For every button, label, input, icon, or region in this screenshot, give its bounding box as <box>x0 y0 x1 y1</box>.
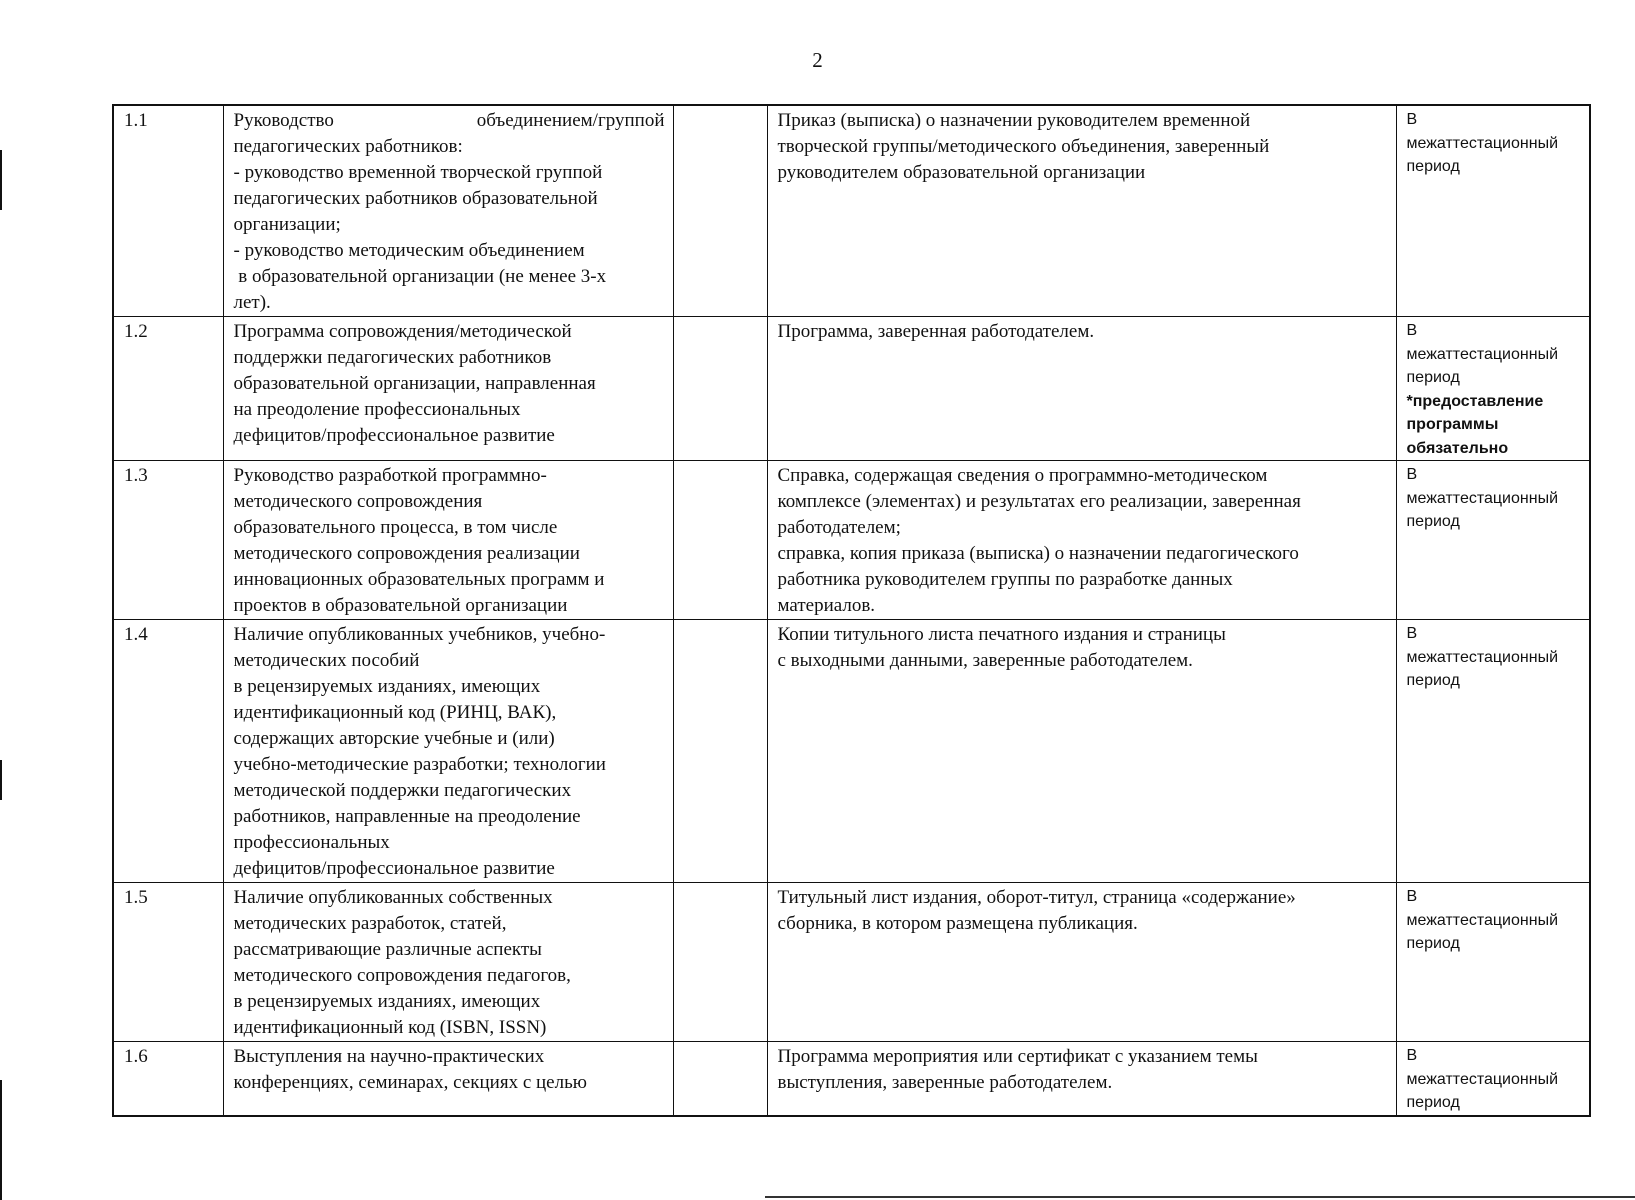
indicator-line: поддержки педагогических работников <box>233 347 552 368</box>
indicator-line: дефицитов/профессиональное развитие <box>233 858 555 879</box>
term-line: В <box>1406 111 1418 128</box>
indicator-line: организации; <box>233 214 341 235</box>
row-number-text: 1.2 <box>124 321 148 342</box>
indicator-line: рассматривающие различные аспекты <box>233 939 542 960</box>
indicator-line: профессиональных <box>233 832 390 853</box>
indicator-line: идентификационный код (ISBN, ISSN) <box>233 1017 547 1038</box>
scan-edge-mark <box>0 1080 2 1200</box>
indicator-line: педагогических работников образовательной <box>233 188 598 209</box>
row-number <box>113 1042 223 1116</box>
term-line: межаттестационный <box>1406 1070 1558 1088</box>
row-number-text: 1.1 <box>124 110 148 131</box>
indicator-cell <box>223 461 673 620</box>
indicator-cell <box>223 317 673 461</box>
table-row <box>113 105 1590 317</box>
document-line: выступления, заверенные работодателем. <box>777 1072 1113 1093</box>
term-line: В <box>1406 625 1418 642</box>
scan-edge-mark <box>0 760 2 800</box>
term-line: В <box>1406 888 1418 905</box>
empty-cell <box>673 105 767 317</box>
mandatory-note: *предоставление программы обязательно <box>1406 392 1544 457</box>
document-line: творческой группы/методического объединения, заверенный <box>777 136 1270 157</box>
indicator-line: идентификационный код (РИНЦ, ВАК), <box>233 702 557 723</box>
indicator-line: - руководство методическим объединением <box>233 240 585 261</box>
document-line: справка, копия приказа (выписка) о назначении педагогического <box>777 543 1299 564</box>
term-line: межаттестационный <box>1406 489 1558 507</box>
row-number <box>113 317 223 461</box>
term-line: В <box>1406 466 1418 483</box>
row-number <box>113 105 223 317</box>
indicator-line: Наличие опубликованных учебников, учебно- <box>233 624 606 645</box>
term-cell <box>1396 620 1590 883</box>
term-line: период <box>1406 1094 1460 1111</box>
row-number-text: 1.4 <box>124 624 148 645</box>
term-line: межаттестационный <box>1406 134 1558 152</box>
document-line: Справка, содержащая сведения о программно-методическом <box>777 465 1268 486</box>
table-body <box>113 105 1590 1116</box>
document-line: Копии титульного листа печатного издания и страницы <box>777 624 1226 645</box>
term-line: период <box>1406 513 1460 530</box>
indicator-line: Руководство объединением/группой <box>233 110 665 131</box>
document-line: с выходными данными, заверенные работодателем. <box>777 650 1193 671</box>
document-line: сборника, в котором размещена публикация. <box>777 913 1138 934</box>
indicator-line: методического сопровождения реализации <box>233 543 580 564</box>
indicator-cell <box>223 1042 673 1116</box>
term-line: межаттестационный <box>1406 648 1558 666</box>
indicator-line: в рецензируемых изданиях, имеющих <box>233 991 541 1012</box>
indicator-line: методического сопровождения <box>233 491 483 512</box>
indicator-line: методической поддержки педагогических <box>233 780 572 801</box>
indicator-cell <box>223 620 673 883</box>
document-cell <box>767 461 1396 620</box>
bottom-rule <box>765 1196 1635 1198</box>
term-cell <box>1396 1042 1590 1116</box>
term-line: межаттестационный <box>1406 911 1558 929</box>
document-line: материалов. <box>777 595 876 616</box>
document-line: Приказ (выписка) о назначении руководителем временной <box>777 110 1251 131</box>
document-cell <box>767 620 1396 883</box>
indicator-line: содержащих авторские учебные и (или) <box>233 728 555 749</box>
document-line: комплексе (элементах) и результатах его реализации, заверенная <box>777 491 1301 512</box>
term-cell <box>1396 883 1590 1042</box>
document-cell <box>767 105 1396 317</box>
page-number: 2 <box>812 48 823 72</box>
indicator-cell <box>223 883 673 1042</box>
indicator-line: Наличие опубликованных собственных <box>233 887 553 908</box>
document-line: работника руководителем группы по разработке данных <box>777 569 1233 590</box>
row-number <box>113 883 223 1042</box>
table-row <box>113 883 1590 1042</box>
indicator-line: образовательной организации, направленная <box>233 373 596 394</box>
term-line: период <box>1406 672 1460 689</box>
document-line: Программа мероприятия или сертификат с указанием темы <box>777 1046 1258 1067</box>
row-number-text: 1.6 <box>124 1046 148 1067</box>
indicator-cell <box>223 105 673 317</box>
term-cell <box>1396 461 1590 620</box>
table-row <box>113 461 1590 620</box>
document-cell <box>767 1042 1396 1116</box>
row-number-text: 1.3 <box>124 465 148 486</box>
document-line: работодателем; <box>777 517 901 538</box>
indicator-line: инновационных образовательных программ и <box>233 569 605 590</box>
indicator-line: учебно-методические разработки; технологии <box>233 754 606 775</box>
indicator-line: лет). <box>233 292 271 313</box>
criteria-table <box>112 104 1591 1117</box>
document-cell <box>767 883 1396 1042</box>
indicator-line: Выступления на научно-практических <box>233 1046 545 1067</box>
indicator-line: педагогических работников: <box>233 136 463 157</box>
term-line: период <box>1406 935 1460 952</box>
document-cell <box>767 317 1396 461</box>
indicator-line: Руководство разработкой программно- <box>233 465 547 486</box>
indicator-line: на преодоление профессиональных <box>233 399 521 420</box>
empty-cell <box>673 1042 767 1116</box>
empty-cell <box>673 461 767 620</box>
indicator-line: конференциях, семинарах, секциях с целью <box>233 1072 587 1093</box>
indicator-line: - руководство временной творческой группой <box>233 162 603 183</box>
indicator-line: образовательного процесса, в том числе <box>233 517 558 538</box>
term-line: В <box>1406 322 1418 339</box>
empty-cell <box>673 620 767 883</box>
scan-edge-mark <box>0 150 2 210</box>
indicator-line: методических пособий <box>233 650 420 671</box>
term-line: межаттестационный <box>1406 345 1558 363</box>
document-line: Программа, заверенная работодателем. <box>777 321 1095 342</box>
document-line: руководителем образовательной организации <box>777 162 1146 183</box>
indicator-line: в образовательной организации (не менее 3-х <box>233 266 607 287</box>
indicator-line: методического сопровождения педагогов, <box>233 965 571 986</box>
table-row <box>113 1042 1590 1116</box>
term-line: период <box>1406 158 1460 175</box>
indicator-line: проектов в образовательной организации <box>233 595 568 616</box>
table-row <box>113 317 1590 461</box>
empty-cell <box>673 883 767 1042</box>
indicator-line: дефицитов/профессиональное развитие <box>233 425 555 446</box>
indicator-line: Программа сопровождения/методической <box>233 321 572 342</box>
indicator-line: в рецензируемых изданиях, имеющих <box>233 676 541 697</box>
document-line: Титульный лист издания, оборот-титул, страница «содержание» <box>777 887 1296 908</box>
indicator-line: работников, направленные на преодоление <box>233 806 581 827</box>
empty-cell <box>673 317 767 461</box>
row-number <box>113 461 223 620</box>
row-number <box>113 620 223 883</box>
term-line: период <box>1406 369 1460 386</box>
term-cell <box>1396 317 1590 461</box>
row-number-text: 1.5 <box>124 887 148 908</box>
term-line: В <box>1406 1047 1418 1064</box>
term-cell <box>1396 105 1590 317</box>
table-row <box>113 620 1590 883</box>
indicator-line: методических разработок, статей, <box>233 913 507 934</box>
